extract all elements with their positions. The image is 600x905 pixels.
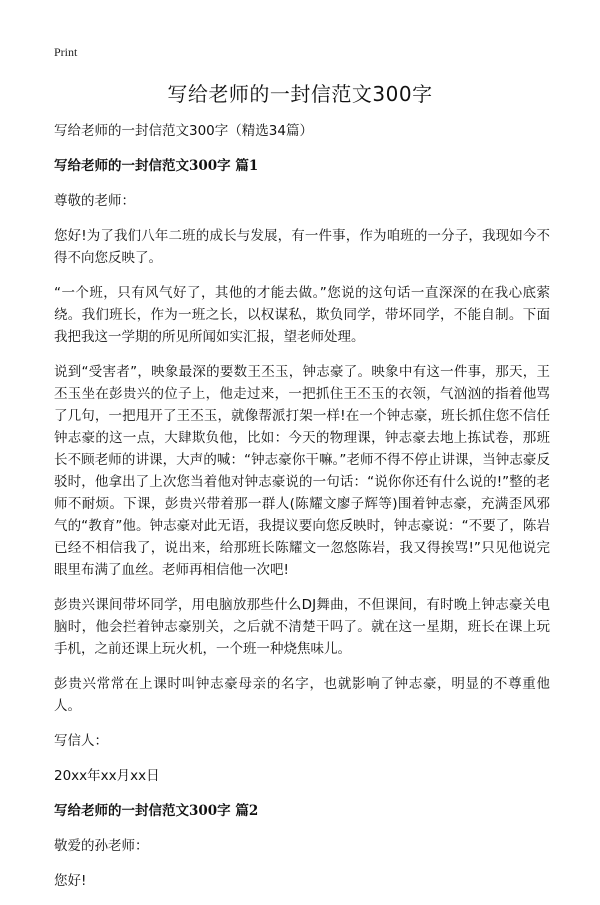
section-heading-2: 写给老师的一封信范文300字 篇2 bbox=[54, 803, 259, 819]
body-paragraph: 您好! bbox=[54, 873, 87, 889]
document-body bbox=[54, 120, 550, 905]
body-paragraph: “一个班，只有风气好了，其他的才能去做。”您说的这句话一直深深的在我心底萦绕。我们班长，作为一班之长，以权谋私，欺负同学，带坏同学，不能自制。下面我把我这一学期的所见所闻如实汇报，望老师处理。 bbox=[54, 285, 550, 345]
signature-label: 写信人： bbox=[54, 733, 108, 749]
body-paragraph: 说到“受害者”，映象最深的要数王丕玉，钟志豪了。映象中有这一件事，那天，王丕玉坐在彭贵兴的位子上，他走过来，一把抓住王丕玉的衣领，气汹汹的指着他骂了几句，一把甩开了王丕玉，就像帮派打架一样!在一个钟志豪，班长抓住您不信任钟志豪的这一点，大肆欺负他，比如：今天的物理课，钟志豪去地上拣试卷，那班长不顾老师的讲课，大声的喊：“钟志豪你干嘛。”老师不得不停止讲课，当钟志豪反驳时，他拿出了上次您当着他对钟志豪说的一句话：“说你你还有什么说的!”整的老师不耐烦。下课，彭贵兴带着那一群人(陈耀文廖子辉等)围着钟志豪，充满歪风邪气的“教育”他。钟志豪对此无语，我提议要向您反映时，钟志豪说：“不要了，陈岩已经不相信我了，说出来，给那班长陈耀文一忽悠陈岩，我又得挨骂!”只见他说完眼里布满了血丝。老师再相信他一次吧! bbox=[54, 364, 550, 578]
salutation: 尊敬的老师： bbox=[54, 193, 135, 209]
body-paragraph: 您好!为了我们八年二班的成长与发展，有一件事，作为咱班的一分子，我现如今不得不向您反映了。 bbox=[54, 228, 550, 266]
letter-date: 20xx年xx月xx日 bbox=[54, 768, 160, 784]
body-paragraph: 彭贵兴课间带坏同学，用电脑放那些什么DJ舞曲，不但课间，有时晚上钟志豪关电脑时，他会拦着钟志豪别关，之后就不清楚干吗了。就在这一星期，班长在课上玩手机，之前还课上玩火机，一个班一种烧焦味儿。 bbox=[54, 597, 550, 657]
page-title: 写给老师的一封信范文300字 bbox=[167, 82, 433, 106]
intro-line: 写给老师的一封信范文300字（精选34篇） bbox=[54, 123, 313, 139]
body-paragraph: 彭贵兴常常在上课时叫钟志豪母亲的名字，也就影响了钟志豪，明显的不尊重他人。 bbox=[54, 676, 550, 714]
section-heading-1: 写给老师的一封信范文300字 篇1 bbox=[54, 158, 259, 174]
salutation: 敬爱的孙老师： bbox=[54, 838, 149, 854]
print-label[interactable]: Print bbox=[54, 45, 78, 59]
